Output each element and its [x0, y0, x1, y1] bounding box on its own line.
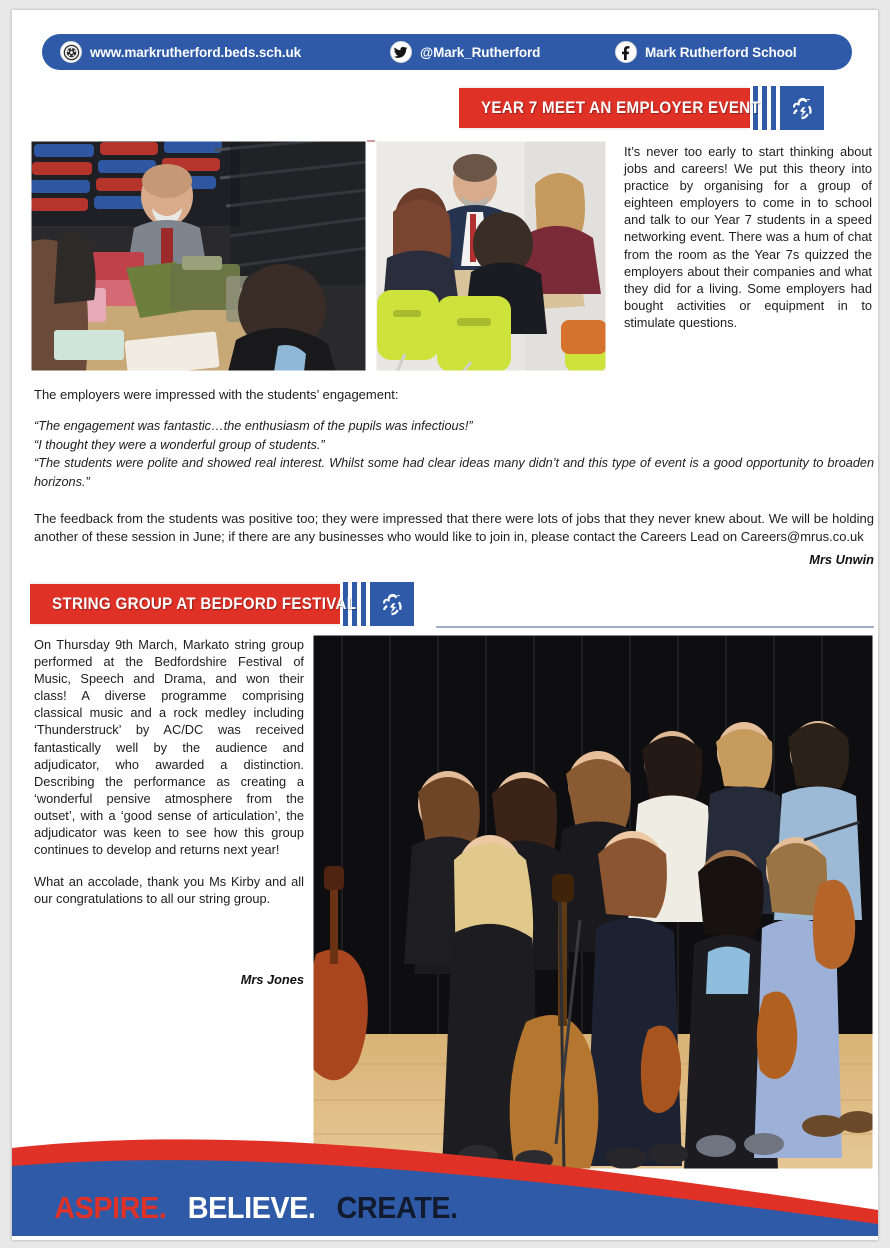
- quote-3: “The students were polite and showed real interest. Whilst some had clear ideas many didn’t and this type of event is a good opportunity to broaden horizons.”: [34, 456, 874, 489]
- school-crest-icon-one: [780, 86, 824, 130]
- article-two-rule: [436, 626, 874, 628]
- social-link-website-label: www.markrutherford.beds.sch.uk: [90, 44, 302, 60]
- social-link-twitter-label: @Mark_Rutherford: [420, 44, 541, 60]
- article-two-photo: [312, 634, 874, 1170]
- article-two-title: STRING GROUP AT BEDFORD FESTIVAL: [52, 594, 357, 613]
- facebook-icon: [615, 41, 637, 63]
- article-two-banner-bar: [30, 582, 357, 626]
- motto-believe: BELIEVE.: [187, 1190, 315, 1225]
- article-two-text: [34, 636, 304, 907]
- article-one-intro: It’s never too early to start thinking about jobs and careers! We put this theory into practice by organising for a group of eighteen employers to come in to school and talk to our Year 7 students in a speed networking event. There was a hum of chat from the room as the Year 7s quizzed the employers about their companies and what they did for a living. Some employers had bought activities or equipment in to stimulate questions.: [624, 144, 872, 330]
- article-two-banner: [30, 582, 414, 626]
- quote-2: “I thought they were a wonderful group of students.”: [34, 437, 325, 452]
- article-one-photo-one: [30, 140, 367, 372]
- twitter-icon: [390, 41, 412, 63]
- article-one-closing: The feedback from the students was positive too; they were impressed that there were lots of jobs that they never knew about. We will be holding another of these session in June; if there are any businesses who would like to join in, please contact the Careers Lead on Careers@mrus.co.uk: [34, 511, 874, 544]
- article-one-photo-two: [375, 140, 607, 372]
- article-one-banner-bar: [459, 86, 761, 130]
- school-motto: [50, 1190, 462, 1226]
- article-two-paragraph-two: What an accolade, thank you Ms Kirby and all our congratulations to all our string group.: [34, 874, 304, 907]
- newsletter-page: [12, 10, 878, 1240]
- globe-icon: [60, 41, 82, 63]
- article-one-signature: Mrs Unwin: [809, 552, 874, 567]
- quotes-lead: The employers were impressed with the students’ engagement:: [34, 387, 399, 402]
- social-links-bar: [42, 34, 852, 70]
- social-link-facebook[interactable]: [597, 34, 852, 70]
- social-link-facebook-label: Mark Rutherford School: [645, 44, 797, 60]
- motto-create: CREATE.: [336, 1190, 458, 1225]
- footer-wave: [12, 1132, 878, 1240]
- article-two-signature: Mrs Jones: [240, 972, 304, 987]
- social-link-website[interactable]: [42, 34, 372, 70]
- school-crest-icon-two: [370, 582, 414, 626]
- article-one-banner: [459, 86, 824, 130]
- motto-aspire: ASPIRE.: [54, 1190, 167, 1225]
- quote-1: “The engagement was fantastic…the enthusiasm of the pupils was infectious!”: [34, 419, 473, 433]
- article-one-quotes: [34, 387, 874, 491]
- article-two-paragraph-one: On Thursday 9th March, Markato string group performed at the Bedfordshire Festival of Music, Speech and Drama, and won their class! A diverse programme comprising classical music and a rock medley including ‘Thunderstruck’ by AC/DC was received fantastically well by the audience and adjudicator, who awarded a distinction. Describing the performance as creating a ‘wonderful pensive atmosphere from the outset’, with a ‘good sense of articulation’, the adjudicator was keen to see how this group continues to develop and returns next year!: [34, 637, 304, 858]
- social-link-twitter[interactable]: [372, 34, 597, 70]
- article-one-title: YEAR 7 MEET AN EMPLOYER EVENT: [481, 98, 761, 117]
